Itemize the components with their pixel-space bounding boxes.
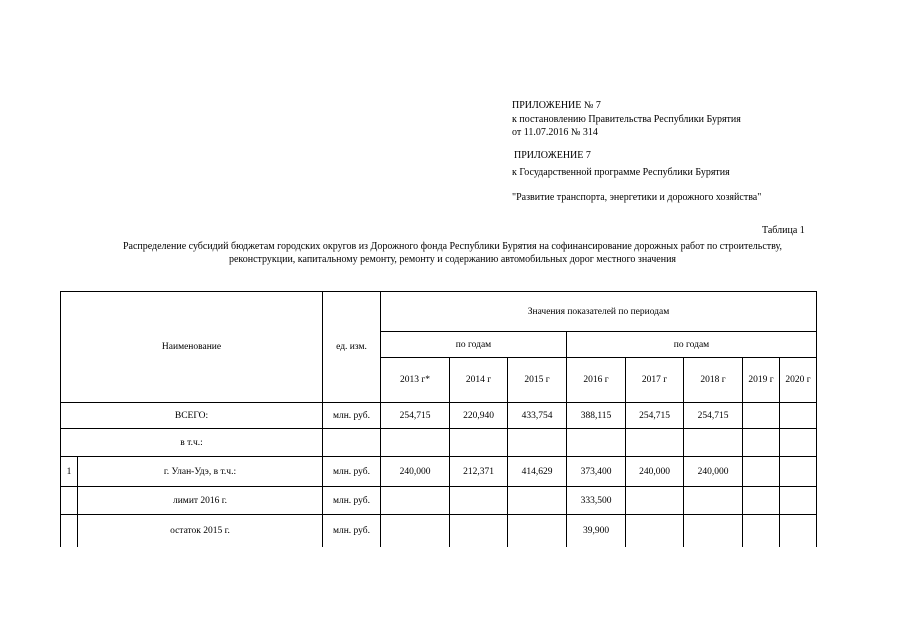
document-title-line-1: Распределение субсидий бюджетам городских округов из Дорожного фонда Республики Бурятия на софинансирование дорожных работ по строительству, [122, 241, 783, 252]
value-cell [508, 487, 567, 515]
years-group-header-2: по годам [567, 332, 817, 358]
value-cell [450, 487, 508, 515]
name-column-header: Наименование [61, 292, 323, 403]
appendix-program-line-1: ПРИЛОЖЕНИЕ 7 [514, 150, 591, 161]
appendix-program-line-3: "Развитие транспорта, энергетики и дорожного хозяйства" [512, 192, 762, 203]
row-unit: млн. руб. [323, 457, 381, 487]
row-name-total: ВСЕГО: [61, 403, 323, 429]
value-cell: 333,500 [567, 487, 626, 515]
table-row [61, 429, 817, 457]
value-cell [743, 403, 780, 429]
value-cell [626, 515, 684, 547]
row-unit [323, 429, 381, 457]
value-cell: 414,629 [508, 457, 567, 487]
value-cell [780, 487, 817, 515]
value-cell [381, 515, 450, 547]
year-header: 2014 г [450, 358, 508, 403]
values-column-header: Значения показателей по периодам [381, 292, 817, 332]
appendix-7-line-3: от 11.07.2016 № 314 [512, 127, 598, 138]
value-cell: 39,900 [567, 515, 626, 547]
appendix-program-line-2: к Государственной программе Республики Бурятия [512, 167, 730, 178]
year-header: 2016 г [567, 358, 626, 403]
value-cell: 433,754 [508, 403, 567, 429]
value-cell [508, 515, 567, 547]
table-row [61, 457, 817, 487]
year-header: 2018 г [684, 358, 743, 403]
year-header: 2013 г* [381, 358, 450, 403]
value-cell: 388,115 [567, 403, 626, 429]
value-cell: 373,400 [567, 457, 626, 487]
value-cell [743, 457, 780, 487]
row-name-ulan-ude: г. Улан-Удэ, в т.ч.: [78, 457, 323, 487]
value-cell [381, 429, 450, 457]
value-cell [780, 429, 817, 457]
value-cell [684, 515, 743, 547]
value-cell: 254,715 [381, 403, 450, 429]
document-title-line-2: реконструкции, капитальному ремонту, ремонту и содержанию автомобильных дорог местного значения [228, 254, 677, 265]
year-header: 2015 г [508, 358, 567, 403]
value-cell: 240,000 [626, 457, 684, 487]
row-name-limit-2016: лимит 2016 г. [78, 487, 323, 515]
row-name-balance-2015: остаток 2015 г. [78, 515, 323, 547]
value-cell [450, 429, 508, 457]
value-cell [684, 487, 743, 515]
row-unit: млн. руб. [323, 487, 381, 515]
value-cell [743, 487, 780, 515]
row-unit: млн. руб. [323, 403, 381, 429]
row-number: 1 [61, 457, 78, 487]
value-cell [743, 429, 780, 457]
value-cell: 254,715 [684, 403, 743, 429]
value-cell [780, 457, 817, 487]
value-cell [780, 515, 817, 547]
value-cell [743, 515, 780, 547]
value-cell [684, 429, 743, 457]
value-cell: 240,000 [381, 457, 450, 487]
value-cell [567, 429, 626, 457]
unit-column-header: ед. изм. [323, 292, 381, 403]
value-cell [780, 403, 817, 429]
value-cell: 254,715 [626, 403, 684, 429]
appendix-7-line-2: к постановлению Правительства Республики Бурятия [512, 114, 741, 125]
value-cell [626, 487, 684, 515]
row-number [61, 515, 78, 547]
value-cell: 240,000 [684, 457, 743, 487]
table-label: Таблица 1 [762, 225, 805, 236]
year-header: 2019 г [743, 358, 780, 403]
row-unit: млн. руб. [323, 515, 381, 547]
value-cell [381, 487, 450, 515]
table-row [61, 403, 817, 429]
year-header: 2020 г [780, 358, 817, 403]
years-group-header-1: по годам [381, 332, 567, 358]
table-row [61, 487, 817, 515]
subsidy-table [60, 291, 817, 547]
year-header: 2017 г [626, 358, 684, 403]
row-name-including: в т.ч.: [61, 429, 323, 457]
value-cell [626, 429, 684, 457]
value-cell: 212,371 [450, 457, 508, 487]
value-cell [508, 429, 567, 457]
row-number [61, 487, 78, 515]
table-row [61, 515, 817, 547]
appendix-7-line-1: ПРИЛОЖЕНИЕ № 7 [512, 100, 601, 111]
value-cell: 220,940 [450, 403, 508, 429]
value-cell [450, 515, 508, 547]
